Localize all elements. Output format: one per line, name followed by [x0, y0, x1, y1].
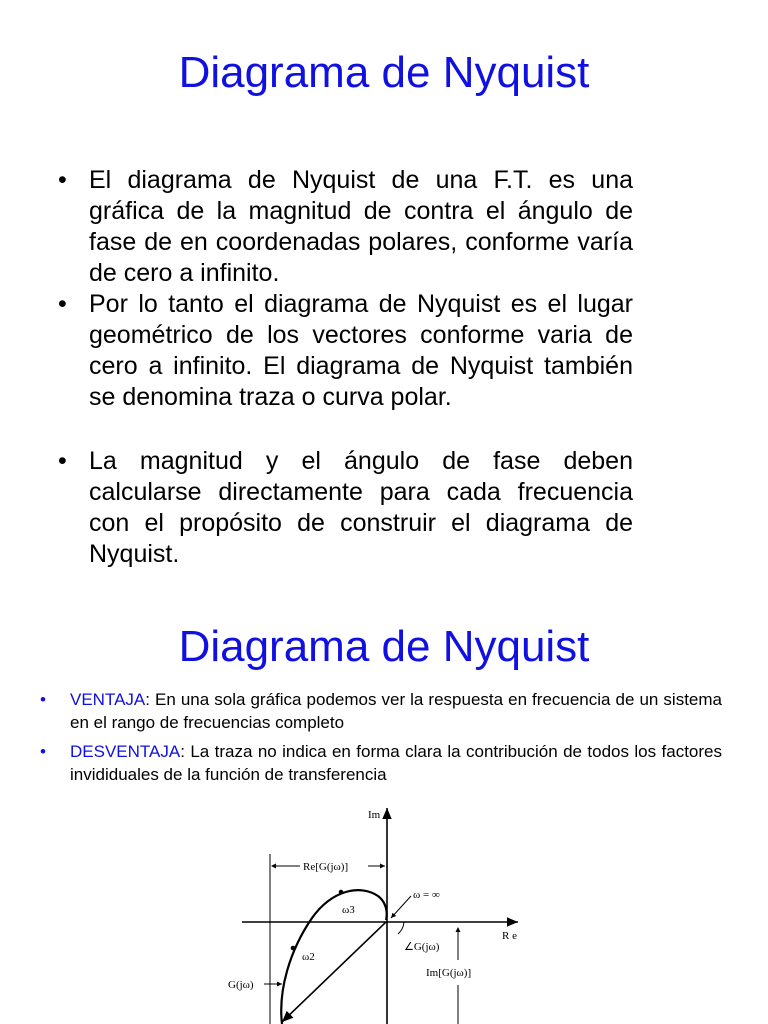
im-g-label: Im[G(jω)]	[426, 967, 472, 979]
slide2-title: Diagrama de Nyquist	[178, 622, 590, 671]
desventaja-text: : La traza no indica en forma clara la contribución de todos los factores invididuales de la función de transferencia	[70, 742, 722, 784]
g-vector	[282, 922, 386, 1022]
slide1-bullet-1	[58, 165, 633, 289]
bullet-marker: •	[58, 166, 67, 194]
slide1-bullet-1-text: El diagrama de Nyquist de una F.T. es una gráfica de la magnitud de contra el ángulo de fase de en coordenadas polares, conforme varía de cero a infinito.	[89, 166, 633, 287]
slide1-bullet-3	[58, 446, 633, 570]
re-label: R e	[502, 930, 517, 942]
bullet-marker: •	[40, 690, 46, 709]
omega-inf-pointer	[391, 896, 411, 918]
bullet-marker: •	[40, 742, 46, 761]
bullet-marker: •	[58, 290, 67, 318]
angle-arc	[398, 922, 404, 934]
angle-label: ∠G(jω)	[404, 941, 440, 953]
slide2-bullet-desventaja	[40, 740, 722, 786]
bullet-marker: •	[58, 447, 67, 475]
slide1-bullet-2-text: Por lo tanto el diagrama de Nyquist es el lugar geométrico de los vectores conforme varia de cero a infinito. El diagrama de Nyquist también se denomina traza o curva polar.	[89, 290, 633, 411]
ventaja-keyword: VENTAJA	[70, 690, 146, 709]
g-label: G(jω)	[228, 979, 254, 991]
omega3-point	[339, 890, 344, 895]
desventaja-keyword: DESVENTAJA	[70, 742, 181, 761]
omega-inf-label: ω = ∞	[413, 889, 440, 901]
slide1-bullet-2	[58, 289, 633, 413]
im-label: Im	[368, 809, 381, 821]
slide1-bullet-3-text: La magnitud y el ángulo de fase deben calcularse directamente para cada frecuencia con el propósito de construir el diagrama de Nyquist.	[89, 447, 633, 568]
omega2-point	[291, 946, 296, 951]
re-g-label: Re[G(jω)]	[303, 861, 349, 873]
omega2-label: ω2	[302, 951, 315, 963]
omega3-label: ω3	[342, 904, 355, 916]
slide1-title: Diagrama de Nyquist	[178, 48, 590, 97]
slide2-bullet-ventaja	[40, 688, 722, 734]
ventaja-text: : En una sola gráfica podemos ver la respuesta en frecuencia de un sistema en el rango de frecuencias completo	[70, 690, 722, 732]
polar-curve	[281, 890, 386, 1024]
nyquist-plot-figure	[220, 800, 530, 1024]
